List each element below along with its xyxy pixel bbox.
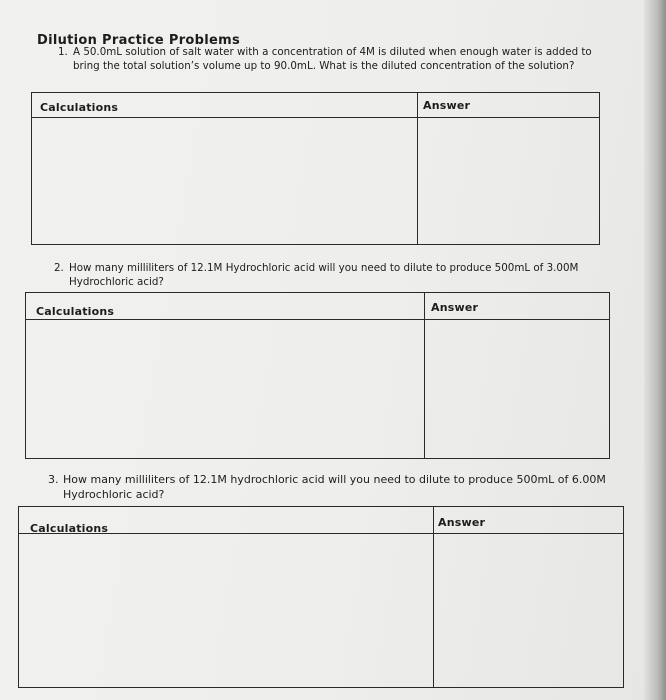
problem-2-answer-label: Answer xyxy=(431,301,479,314)
problem-2-calculations-cell[interactable] xyxy=(26,320,423,458)
problem-1-calculations-cell[interactable] xyxy=(32,118,416,244)
problem-3-answer-table xyxy=(18,506,624,688)
problem-1-answer-cell[interactable] xyxy=(419,118,599,244)
problem-2-calculations-label: Calculations xyxy=(36,305,115,318)
problem-1-answer-table xyxy=(31,92,600,245)
problem-3-prompt xyxy=(48,472,618,502)
problem-2-text: How many milliliters of 12.1M Hydrochloric acid will you need to dilute to produce 500mL of 3.00M Hydrochloric acid? xyxy=(69,262,579,288)
problem-3-header-row xyxy=(19,507,623,534)
problem-2-number: 2. xyxy=(54,262,64,274)
problem-2-answer-cell[interactable] xyxy=(426,320,609,458)
problem-1-calculations-label: Calculations xyxy=(40,101,119,114)
problem-2-answer-table xyxy=(25,292,610,459)
problem-3-answer-label: Answer xyxy=(438,516,486,529)
problem-1-prompt xyxy=(58,46,593,73)
problem-2-prompt xyxy=(54,262,604,289)
problem-3-column-divider xyxy=(433,507,434,687)
problem-3-calculations-label: Calculations xyxy=(30,522,109,535)
problem-1-answer-label: Answer xyxy=(423,99,471,112)
problem-1-column-divider xyxy=(417,93,418,244)
worksheet-title: Dilution Practice Problems xyxy=(37,33,241,48)
problem-1-text: A 50.0mL solution of salt water with a concentration of 4M is diluted when enough water is added to bring the total solution’s volume up to 90.0mL. What is the diluted concentration of the solution? xyxy=(73,46,592,72)
problem-3-answer-cell[interactable] xyxy=(435,534,623,687)
problem-3-calculations-cell[interactable] xyxy=(19,534,432,687)
problem-3-text: How many milliliters of 12.1M hydrochloric acid will you need to dilute to produce 500mL of 6.00M Hydrochloric acid? xyxy=(63,473,606,501)
problem-3-number: 3. xyxy=(48,473,59,486)
problem-1-number: 1. xyxy=(58,46,68,58)
problem-2-column-divider xyxy=(424,293,425,458)
page-edge-shadow xyxy=(644,0,666,700)
